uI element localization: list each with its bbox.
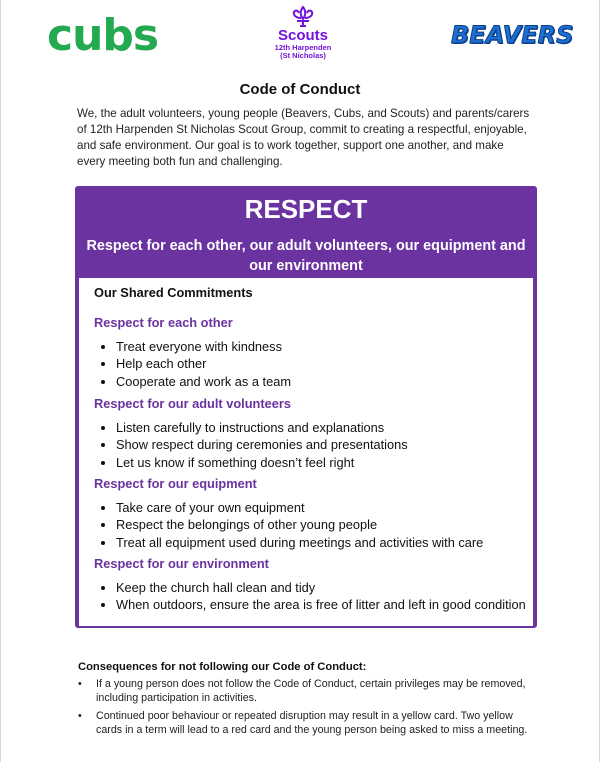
scouts-logo-group: 12th Harpenden bbox=[274, 43, 332, 52]
section-title: Respect for each other bbox=[94, 315, 233, 330]
commitments-heading: Our Shared Commitments bbox=[94, 285, 253, 300]
section-equipment bbox=[94, 475, 534, 551]
header bbox=[0, 0, 600, 80]
scouts-logo-name: Scouts bbox=[277, 27, 328, 44]
scouts-logo bbox=[268, 6, 338, 60]
section-environment bbox=[94, 555, 534, 614]
consequence-item bbox=[78, 709, 540, 737]
section-title: Respect for our environment bbox=[94, 556, 269, 571]
page-left-edge bbox=[0, 0, 1, 762]
section-title: Respect for our equipment bbox=[94, 476, 257, 491]
intro-paragraph: We, the adult volunteers, young people (Beavers, Cubs, and Scouts) and parents/carers of 12th Harpenden St Nicholas Scout Group, commit to creating a respectful, enjoyable, and safe environment. Our goal is to work together, support one another, and make every meeting both fun and challenging. bbox=[77, 107, 530, 168]
respect-box bbox=[75, 186, 537, 628]
list-item: • When outdoors, ensure the area is free of litter and left in good condition bbox=[116, 596, 534, 613]
section-adult-volunteers bbox=[94, 395, 534, 471]
consequences-title: Consequences for not following our Code of Conduct: bbox=[78, 661, 367, 673]
list-item: • Show respect during ceremonies and presentations bbox=[116, 436, 534, 453]
bullet: • bbox=[78, 678, 82, 690]
commitments-panel bbox=[79, 278, 533, 626]
list-item: • Take care of your own equipment bbox=[116, 499, 534, 516]
consequences-section bbox=[78, 660, 540, 741]
consequence-text: If a young person does not follow the Code of Conduct, certain privileges may be removed, including participation in activities. bbox=[96, 678, 526, 704]
list-item: • Listen carefully to instructions and explanations bbox=[116, 419, 534, 436]
list-item: • Keep the church hall clean and tidy bbox=[116, 579, 534, 596]
respect-subtitle: Respect for each other, our adult volunteers, our equipment and our environment bbox=[86, 238, 526, 274]
list-item: • Treat all equipment used during meetings and activities with care bbox=[116, 534, 534, 551]
beavers-logo: BEAVERS bbox=[451, 21, 574, 49]
consequence-item bbox=[78, 677, 540, 705]
list-item: • Treat everyone with kindness bbox=[116, 338, 534, 355]
commitment-list bbox=[94, 499, 534, 551]
commitment-list bbox=[94, 579, 534, 614]
section-title: Respect for our adult volunteers bbox=[94, 396, 291, 411]
scouts-logo-sub: (St Nicholas) bbox=[280, 51, 326, 60]
bullet: • bbox=[78, 710, 82, 722]
fleur-de-lis-icon bbox=[290, 6, 316, 28]
list-item: • Let us know if something doesn’t feel right bbox=[116, 454, 534, 471]
list-item: • Cooperate and work as a team bbox=[116, 373, 534, 390]
commitment-list bbox=[94, 338, 534, 390]
respect-title: RESPECT bbox=[244, 194, 368, 224]
page-title: Code of Conduct bbox=[239, 81, 361, 98]
consequence-text: Continued poor behaviour or repeated disruption may result in a yellow card. Two yellow cards in a term will lead to a red card and the young person being asked to miss a meeting. bbox=[96, 710, 528, 736]
cubs-logo: cubs bbox=[47, 10, 159, 61]
list-item: • Respect the belongings of other young people bbox=[116, 516, 534, 533]
list-item: • Help each other bbox=[116, 355, 534, 372]
commitment-list bbox=[94, 419, 534, 471]
section-each-other bbox=[94, 314, 534, 390]
